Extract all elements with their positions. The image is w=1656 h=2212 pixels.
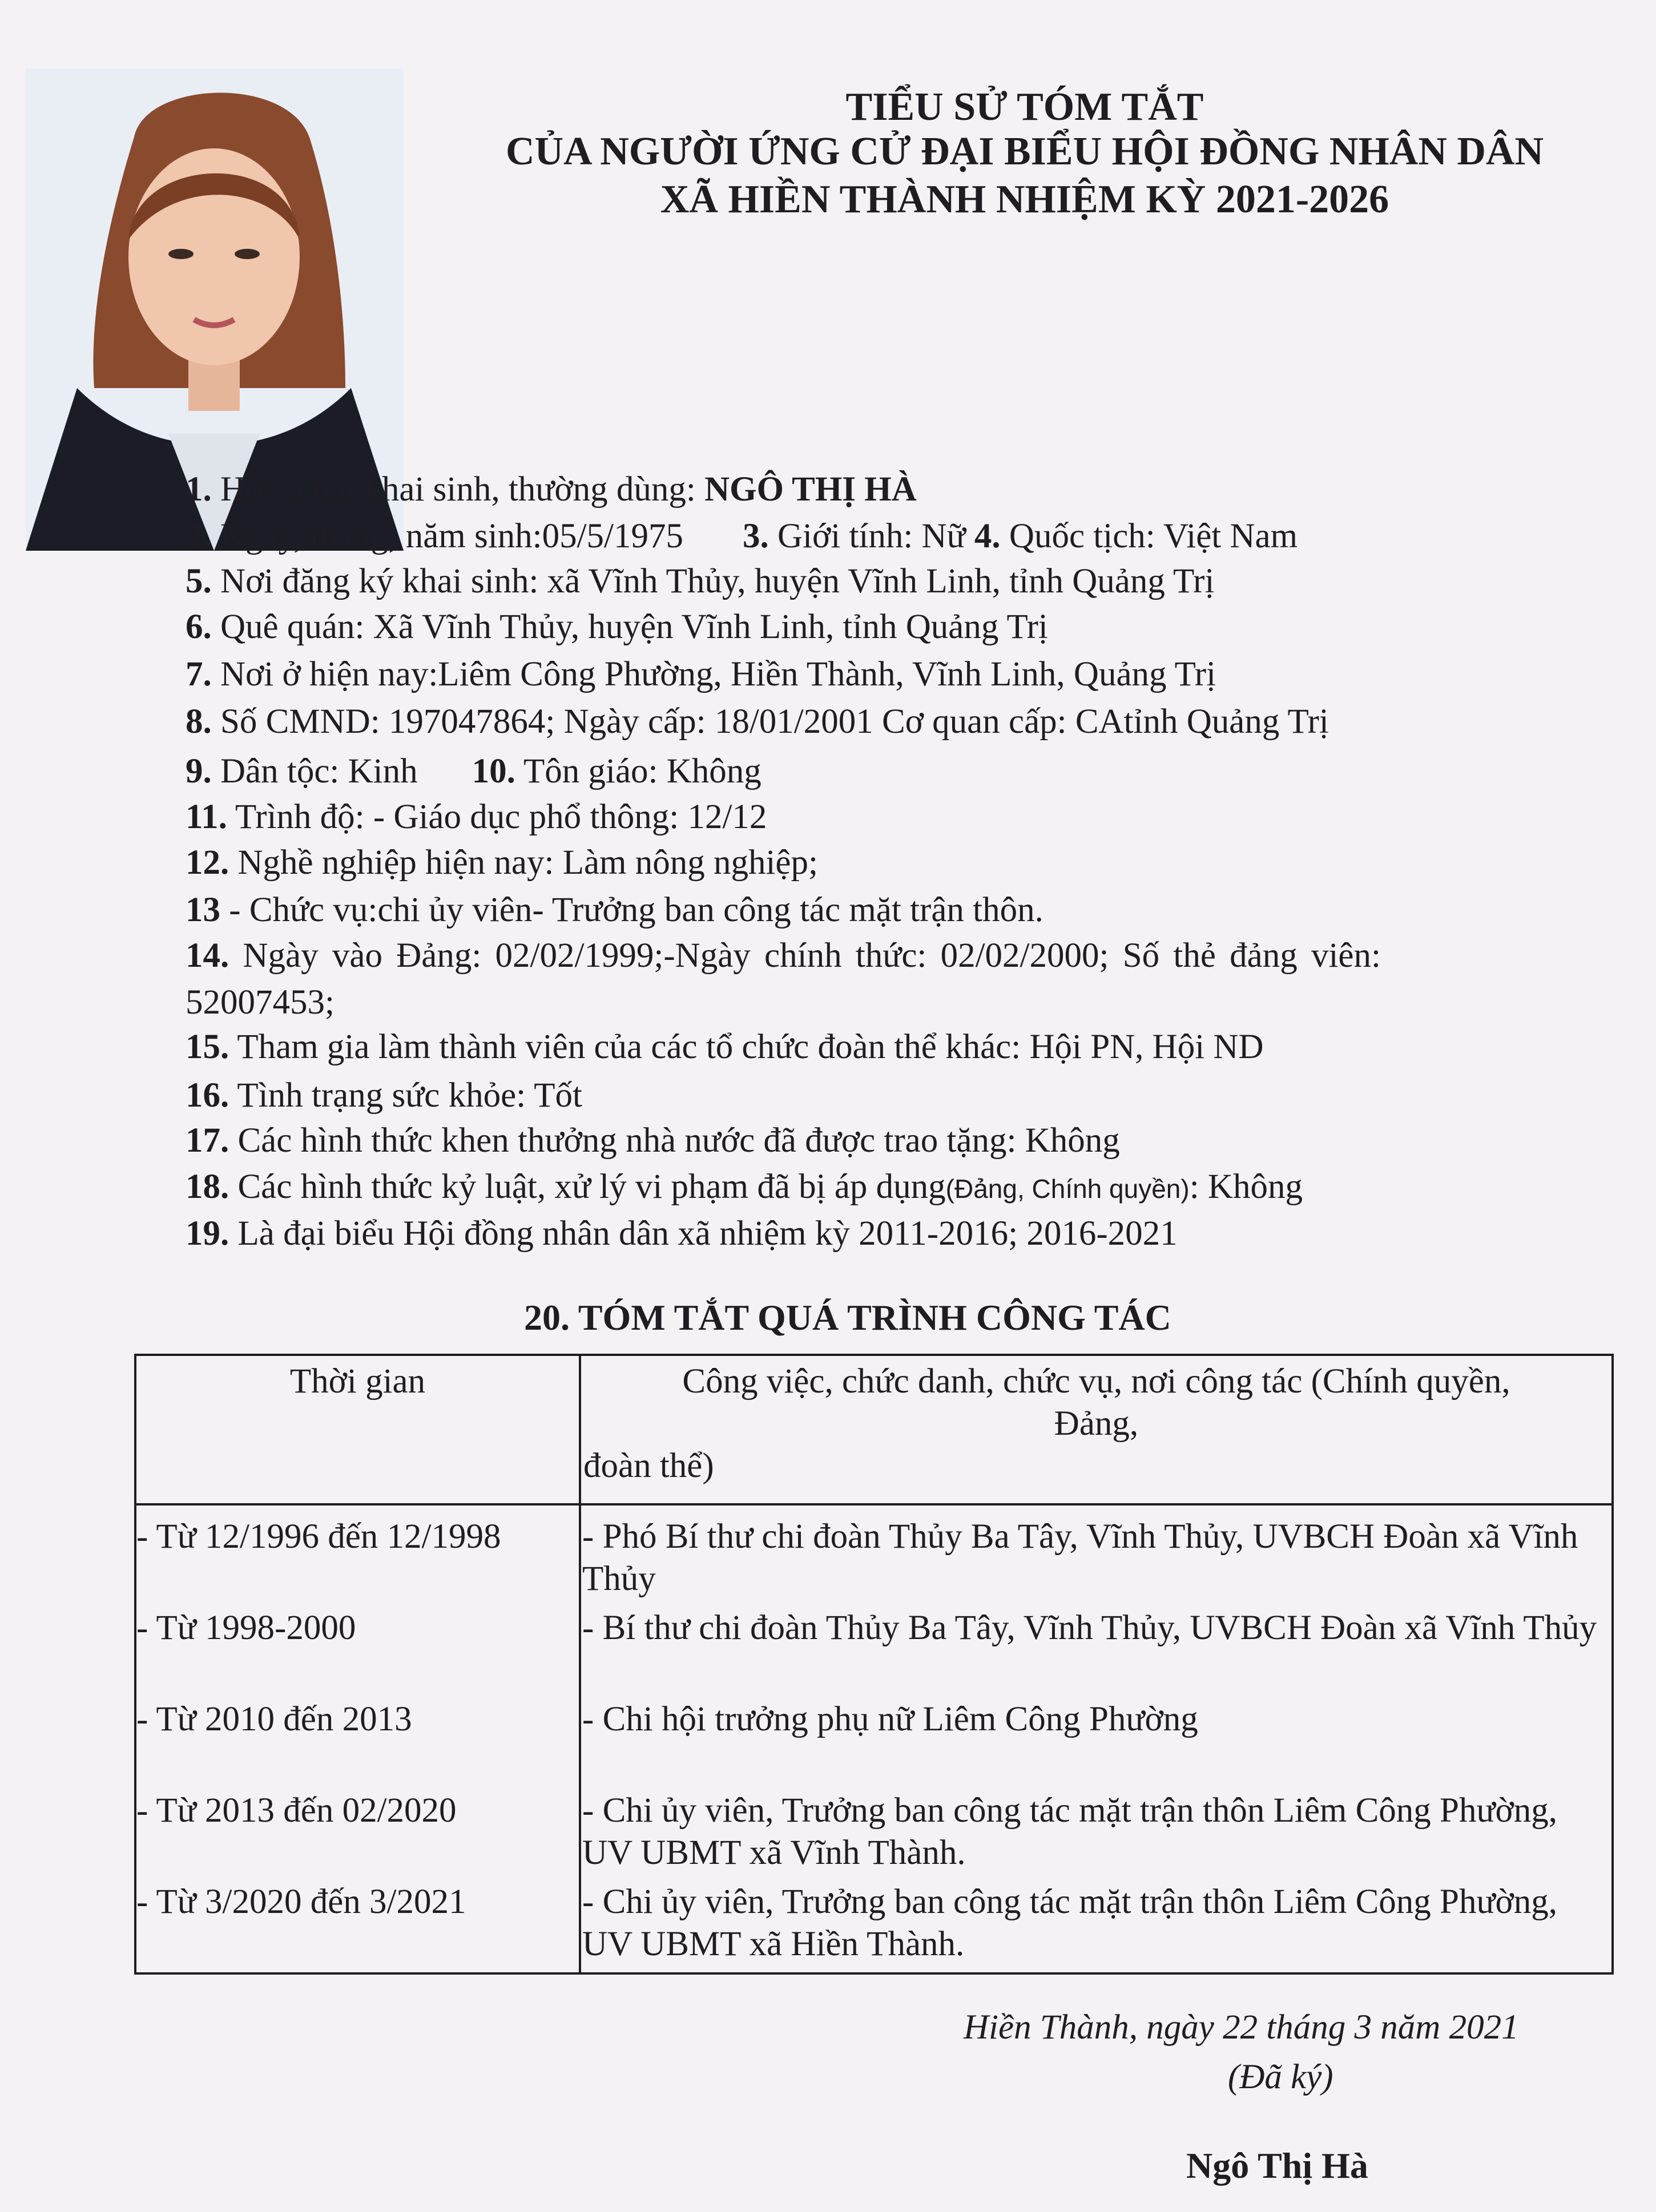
document-subtitle: CỦA NGƯỜI ỨNG CỬ ĐẠI BIỂU HỘI ĐỒNG NHÂN DÂN xyxy=(505,130,1544,173)
signature-name: Ngô Thị Hà xyxy=(1186,2145,1368,2186)
signature-signed-note: (Đã ký) xyxy=(1228,2058,1333,2096)
time-entry: - Từ 2010 đến 2013 xyxy=(136,1700,412,1738)
column-header-position: Công việc, chức danh, chức vụ, nơi công tác (Chính quyền, Đảng, đoàn thể) xyxy=(580,1355,1613,1504)
field-residence: 7. Nơi ở hiện nay:Liêm Công Phường, Hiền Thành, Vĩnh Linh, Quảng Trị xyxy=(186,655,1216,693)
work-history-table xyxy=(134,1354,1614,1975)
time-entry: - Từ 2013 đến 02/2020 xyxy=(136,1791,457,1830)
time-entry: - Từ 3/2020 đến 3/2021 xyxy=(136,1883,466,1921)
field-awards: 17. Các hình thức khen thưởng nhà nước đã được trao tặng: Không xyxy=(186,1121,1120,1160)
field-name: 1. Họ và tên khai sinh, thường dùng: NGÔ THỊ HÀ xyxy=(186,470,917,508)
field-birth-registration: 5. Nơi đăng ký khai sinh: xã Vĩnh Thủy, huyện Vĩnh Linh, tỉnh Quảng Trị xyxy=(186,562,1215,600)
position-entry: - Chi ủy viên, Trưởng ban công tác mặt trận thôn Liêm Công Phường, UV UBMT xã Vĩnh Thành. xyxy=(582,1791,1558,1872)
position-entry: - Chi hội trưởng phụ nữ Liêm Công Phường xyxy=(582,1700,1198,1738)
position-entry: - Phó Bí thư chi đoàn Thủy Ba Tây, Vĩnh Thủy, UVBCH Đoàn xã Vĩnh Thủy xyxy=(582,1517,1578,1598)
time-entry: - Từ 12/1996 đến 12/1998 xyxy=(136,1517,501,1556)
field-organizations: 15. Tham gia làm thành viên của các tổ chức đoàn thể khác: Hội PN, Hội ND xyxy=(186,1028,1264,1066)
signature-place-date: Hiền Thành, ngày 22 tháng 3 năm 2021 xyxy=(964,2008,1519,2046)
field-position: 13 - Chức vụ:chi ủy viên- Trưởng ban công tác mặt trận thôn. xyxy=(186,891,1043,929)
document-title: TIỂU SỬ TÓM TẮT xyxy=(845,85,1204,129)
work-history-title: 20. TÓM TẮT QUÁ TRÌNH CÔNG TÁC xyxy=(524,1297,1171,1338)
document-term: XÃ HIỀN THÀNH NHIỆM KỲ 2021-2026 xyxy=(660,177,1389,221)
table-header-row xyxy=(135,1355,1613,1504)
field-birth-gender-nationality: 2. Ngày, tháng, năm sinh:05/5/1975 3. Giới tính: Nữ 4. Quốc tịch: Việt Nam xyxy=(186,517,1298,555)
field-council-terms: 19. Là đại biểu Hội đồng nhân dân xã nhiệm kỳ 2011-2016; 2016-2021 xyxy=(186,1214,1178,1253)
column-header-time: Thời gian xyxy=(135,1355,580,1504)
time-entry: - Từ 1998-2000 xyxy=(136,1609,356,1647)
position-entry: - Bí thư chi đoàn Thủy Ba Tây, Vĩnh Thủy, UVBCH Đoàn xã Vĩnh Thủy xyxy=(582,1609,1597,1647)
table-body-row xyxy=(135,1504,1613,1973)
field-party-membership: 14. Ngày vào Đảng: 02/02/1999;-Ngày chính thức: 02/02/2000; Số thẻ đảng viên: xyxy=(186,937,1381,975)
candidate-name: NGÔ THỊ HÀ xyxy=(704,470,917,508)
field-discipline: 18. Các hình thức kỷ luật, xử lý vi phạm đã bị áp dụng(Đảng, Chính quyền): Không xyxy=(186,1168,1303,1206)
field-id-card: 8. Số CMND: 197047864; Ngày cấp: 18/01/2001 Cơ quan cấp: CAtỉnh Quảng Trị xyxy=(186,703,1329,741)
position-entry: - Chi ủy viên, Trưởng ban công tác mặt trận thôn Liêm Công Phường, UV UBMT xã Hiền Thành. xyxy=(582,1883,1558,1963)
time-column xyxy=(135,1504,580,1973)
position-column xyxy=(580,1504,1613,1973)
field-hometown: 6. Quê quán: Xã Vĩnh Thủy, huyện Vĩnh Linh, tỉnh Quảng Trị xyxy=(186,608,1048,646)
field-health: 16. Tình trạng sức khỏe: Tốt xyxy=(186,1076,582,1115)
field-ethnicity-religion: 9. Dân tộc: Kinh 10. Tôn giáo: Không xyxy=(186,752,761,790)
field-party-card-number: 52007453; xyxy=(186,983,335,1022)
field-education: 11. Trình độ: - Giáo dục phổ thông: 12/12 xyxy=(186,798,767,836)
field-occupation: 12. Nghề nghiệp hiện nay: Làm nông nghiệp; xyxy=(186,843,818,882)
